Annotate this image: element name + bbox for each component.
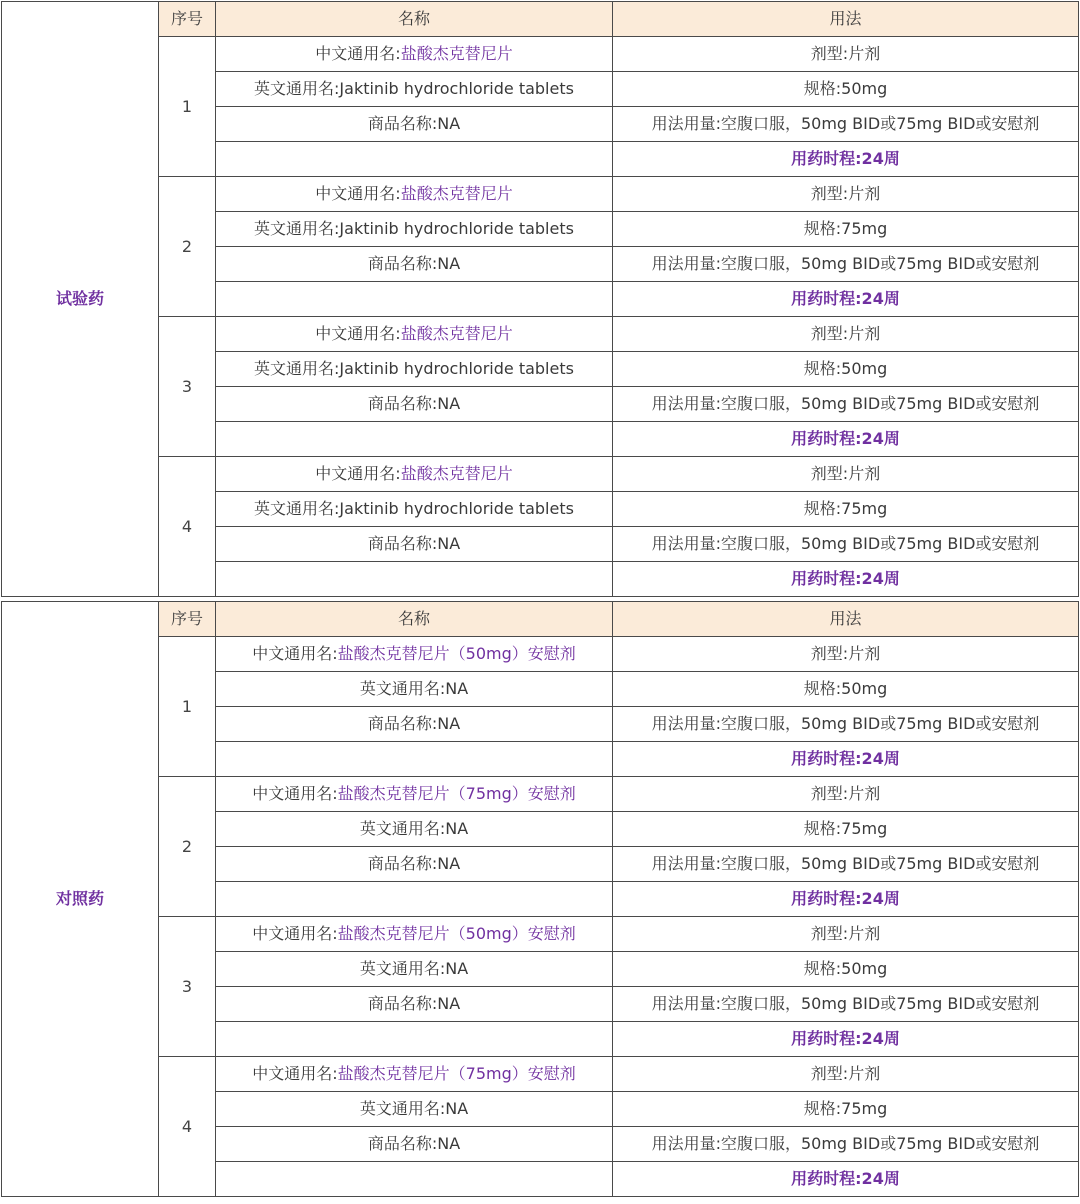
cn-name-prefix: 中文通用名: [252,1064,338,1083]
trade-name: 商品名称:NA [216,247,613,282]
duration: 用药时程:24周 [613,1022,1079,1057]
header-row [2,602,1079,637]
specification: 规格:50mg [613,352,1079,387]
dosage-usage: 用法用量:空腹口服，50mg BID或75mg BID或安慰剂 [613,247,1079,282]
en-name: 英文通用名:NA [216,1092,613,1127]
cn-name: 盐酸杰克替尼片 [400,464,513,483]
item-index: 4 [159,457,216,597]
item-index: 1 [159,637,216,777]
control-drug-table [1,601,1079,1197]
cn-name: 盐酸杰克替尼片 [400,324,513,343]
table-row [2,917,1079,952]
specification: 规格:75mg [613,212,1079,247]
cn-name: 盐酸杰克替尼片（75mg）安慰剂 [337,1064,576,1083]
header-index: 序号 [159,602,216,637]
table-row [2,37,1079,72]
trade-name: 商品名称:NA [216,107,613,142]
group-label: 试验药 [2,2,159,597]
empty-cell [216,742,613,777]
dosage-form: 剂型:片剂 [613,37,1079,72]
duration: 用药时程:24周 [613,282,1079,317]
dosage-usage: 用法用量:空腹口服，50mg BID或75mg BID或安慰剂 [613,387,1079,422]
duration: 用药时程:24周 [613,742,1079,777]
empty-cell [216,562,613,597]
cn-name-cell [216,917,613,952]
duration: 用药时程:24周 [613,1162,1079,1197]
en-name: 英文通用名:Jaktinib hydrochloride tablets [216,72,613,107]
item-index: 2 [159,777,216,917]
dosage-form: 剂型:片剂 [613,777,1079,812]
cn-name-cell [216,317,613,352]
item-index: 4 [159,1057,216,1197]
cn-name-prefix: 中文通用名: [252,644,338,663]
en-name: 英文通用名:Jaktinib hydrochloride tablets [216,352,613,387]
trade-name: 商品名称:NA [216,847,613,882]
cn-name-cell [216,1057,613,1092]
cn-name: 盐酸杰克替尼片（50mg）安慰剂 [337,644,576,663]
table-row [2,1057,1079,1092]
cn-name-prefix: 中文通用名: [315,184,401,203]
trade-name: 商品名称:NA [216,987,613,1022]
header-row [2,2,1079,37]
empty-cell [216,422,613,457]
empty-cell [216,882,613,917]
cn-name-prefix: 中文通用名: [252,924,338,943]
cn-name-prefix: 中文通用名: [315,324,401,343]
item-index: 3 [159,917,216,1057]
en-name: 英文通用名:NA [216,952,613,987]
dosage-usage: 用法用量:空腹口服，50mg BID或75mg BID或安慰剂 [613,1127,1079,1162]
table-row [2,317,1079,352]
header-usage: 用法 [613,602,1079,637]
cn-name-cell [216,177,613,212]
dosage-form: 剂型:片剂 [613,637,1079,672]
item-index: 3 [159,317,216,457]
specification: 规格:50mg [613,952,1079,987]
table-row [2,637,1079,672]
empty-cell [216,142,613,177]
table-row [2,177,1079,212]
cn-name: 盐酸杰克替尼片（50mg）安慰剂 [337,924,576,943]
item-index: 2 [159,177,216,317]
cn-name-cell [216,637,613,672]
dosage-usage: 用法用量:空腹口服，50mg BID或75mg BID或安慰剂 [613,107,1079,142]
specification: 规格:75mg [613,492,1079,527]
cn-name-prefix: 中文通用名: [315,464,401,483]
specification: 规格:75mg [613,812,1079,847]
item-index: 1 [159,37,216,177]
cn-name-prefix: 中文通用名: [252,784,338,803]
header-name: 名称 [216,602,613,637]
duration: 用药时程:24周 [613,882,1079,917]
cn-name-cell [216,777,613,812]
group-label: 对照药 [2,602,159,1197]
cn-name-prefix: 中文通用名: [315,44,401,63]
dosage-form: 剂型:片剂 [613,1057,1079,1092]
duration: 用药时程:24周 [613,142,1079,177]
trade-name: 商品名称:NA [216,387,613,422]
header-usage: 用法 [613,2,1079,37]
test-drug-table [1,1,1079,597]
dosage-usage: 用法用量:空腹口服，50mg BID或75mg BID或安慰剂 [613,527,1079,562]
en-name: 英文通用名:Jaktinib hydrochloride tablets [216,492,613,527]
en-name: 英文通用名:Jaktinib hydrochloride tablets [216,212,613,247]
header-name: 名称 [216,2,613,37]
specification: 规格:75mg [613,1092,1079,1127]
dosage-usage: 用法用量:空腹口服，50mg BID或75mg BID或安慰剂 [613,987,1079,1022]
dosage-form: 剂型:片剂 [613,917,1079,952]
dosage-usage: 用法用量:空腹口服，50mg BID或75mg BID或安慰剂 [613,847,1079,882]
duration: 用药时程:24周 [613,562,1079,597]
cn-name: 盐酸杰克替尼片（75mg）安慰剂 [337,784,576,803]
table-row [2,457,1079,492]
cn-name-cell [216,457,613,492]
empty-cell [216,1022,613,1057]
trade-name: 商品名称:NA [216,707,613,742]
dosage-form: 剂型:片剂 [613,457,1079,492]
empty-cell [216,282,613,317]
duration: 用药时程:24周 [613,422,1079,457]
cn-name-cell [216,37,613,72]
en-name: 英文通用名:NA [216,672,613,707]
specification: 规格:50mg [613,672,1079,707]
en-name: 英文通用名:NA [216,812,613,847]
header-index: 序号 [159,2,216,37]
dosage-form: 剂型:片剂 [613,317,1079,352]
dosage-usage: 用法用量:空腹口服，50mg BID或75mg BID或安慰剂 [613,707,1079,742]
dosage-form: 剂型:片剂 [613,177,1079,212]
trade-name: 商品名称:NA [216,527,613,562]
cn-name: 盐酸杰克替尼片 [400,44,513,63]
specification: 规格:50mg [613,72,1079,107]
cn-name: 盐酸杰克替尼片 [400,184,513,203]
trade-name: 商品名称:NA [216,1127,613,1162]
table-row [2,777,1079,812]
empty-cell [216,1162,613,1197]
